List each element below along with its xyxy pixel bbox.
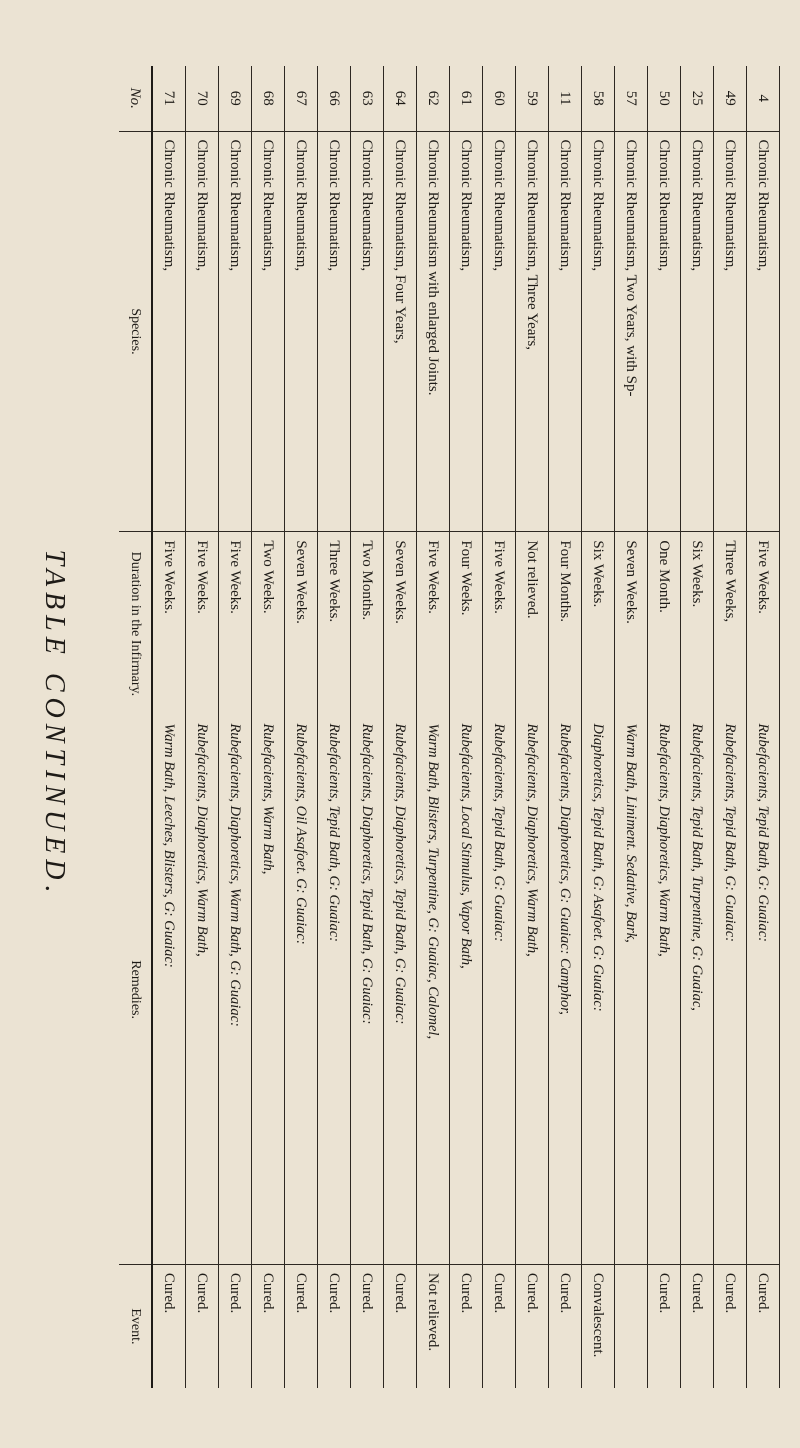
treatment-cell: Rubefacients, Tepid Bath, G: Guaiac: [483, 715, 516, 1264]
disease-cell: Chronic Rheumatism, [681, 131, 714, 532]
table-row [648, 66, 681, 1388]
case-number: 69 [219, 66, 252, 131]
table-row [351, 66, 384, 1388]
case-number: 62 [417, 66, 450, 131]
result-cell: Cured. [681, 1264, 714, 1388]
treatment-cell: Warm Bath, Blisters, Turpentine, G: Guaiac, Calomel, [417, 715, 450, 1264]
table-row [318, 66, 351, 1388]
result-cell: Cured. [516, 1264, 549, 1388]
header-duration: Duration in the Infirmary. [119, 532, 152, 716]
disease-cell: Chronic Rheumatism with enlarged Joints. [417, 131, 450, 532]
result-cell: Cured. [450, 1264, 483, 1388]
case-number: 49 [714, 66, 747, 131]
disease-cell: Chronic Rheumatism, [450, 131, 483, 532]
result-cell: Cured. [549, 1264, 582, 1388]
table-row [186, 66, 219, 1388]
duration-cell: Three Weeks. [318, 532, 351, 716]
treatment-cell: Rubefacients, Diaphoretics, Tepid Bath, G: Guaiac: [351, 715, 384, 1264]
disease-cell: Chronic Rheumatism, [152, 131, 186, 532]
treatment-cell: Rubefacients, Diaphoretics, G: Guaiac: Camphor, [549, 715, 582, 1264]
treatment-cell: Rubefacients, Oil Asafoet. G: Guaiac: [285, 715, 318, 1264]
header-disease: Species. [119, 131, 152, 532]
case-number: 63 [351, 66, 384, 131]
duration-cell: Five Weeks. [417, 532, 450, 716]
table-row [219, 66, 252, 1388]
duration-cell: Six Weeks. [681, 532, 714, 716]
result-cell: Cured. [318, 1264, 351, 1388]
table-row [252, 66, 285, 1388]
disease-cell: Chronic Rheumatism, [483, 131, 516, 532]
duration-cell: Five Weeks. [483, 532, 516, 716]
table-row [681, 66, 714, 1388]
duration-cell: Seven Weeks. [615, 532, 648, 716]
case-number: 11 [549, 66, 582, 131]
result-cell: Cured. [152, 1264, 186, 1388]
header-row [119, 66, 152, 1388]
disease-cell: Chronic Rheumatism, Four Years, [384, 131, 417, 532]
case-number: 70 [186, 66, 219, 131]
disease-cell: Chronic Rheumatism, Three Years, [516, 131, 549, 532]
table-row [450, 66, 483, 1388]
duration-cell: Four Months. [549, 532, 582, 716]
duration-cell: Five Weeks. [219, 532, 252, 716]
result-cell: Cured. [714, 1264, 747, 1388]
duration-cell: Two Months. [351, 532, 384, 716]
treatment-cell: Rubefacients, Warm Bath, [252, 715, 285, 1264]
disease-cell: Chronic Rheumatism, [252, 131, 285, 532]
duration-cell: Seven Weeks. [285, 532, 318, 716]
page-title: TABLE CONTINUED. [39, 549, 70, 899]
table-row [582, 66, 615, 1388]
table-row [615, 66, 648, 1388]
result-cell: Cured. [285, 1264, 318, 1388]
duration-cell: Five Weeks. [186, 532, 219, 716]
case-number: 61 [450, 66, 483, 131]
duration-cell: Five Weeks. [747, 532, 780, 716]
treatment-cell: Rubefacients, Tepid Bath, G: Guaiac: [318, 715, 351, 1264]
disease-cell: Chronic Rheumatism, [714, 131, 747, 532]
result-cell: Cured. [747, 1264, 780, 1388]
result-cell: Not relieved. [417, 1264, 450, 1388]
table-row [384, 66, 417, 1388]
table-row [285, 66, 318, 1388]
table-row [516, 66, 549, 1388]
header-treatment: Remedies. [119, 715, 152, 1264]
disease-cell: Chronic Rheumatism, [186, 131, 219, 532]
case-number: 60 [483, 66, 516, 131]
case-number: 67 [285, 66, 318, 131]
result-cell: Cured. [483, 1264, 516, 1388]
treatment-cell: Rubefacients, Diaphoretics, Warm Bath, [516, 715, 549, 1264]
duration-cell: One Month. [648, 532, 681, 716]
treatment-cell: Rubefacients, Diaphoretics, Tepid Bath, G: Guaiac: [384, 715, 417, 1264]
case-number: 71 [152, 66, 186, 131]
treatment-cell: Rubefacients, Diaphoretics, Warm Bath, [186, 715, 219, 1264]
case-number: 25 [681, 66, 714, 131]
case-number: 68 [252, 66, 285, 131]
duration-cell: Five Weeks. [152, 532, 186, 716]
case-number: 59 [516, 66, 549, 131]
treatment-cell: Rubefacients, Local Stimulus, Vapor Bath, [450, 715, 483, 1264]
disease-cell: Chronic Rheumatism, [747, 131, 780, 532]
result-cell: Cured. [252, 1264, 285, 1388]
case-table [119, 66, 780, 1388]
duration-cell: Six Weeks. [582, 532, 615, 716]
treatment-cell: Rubefacients, Tepid Bath, G: Guaiac: [747, 715, 780, 1264]
result-cell: Cured. [351, 1264, 384, 1388]
treatment-cell: Rubefacients, Diaphoretics, Warm Bath, G: Guaiac: [219, 715, 252, 1264]
disease-cell: Chronic Rheumatism, [285, 131, 318, 532]
result-cell: Convalescent. [582, 1264, 615, 1388]
duration-cell: Three Weeks, [714, 532, 747, 716]
disease-cell: Chronic Rheumatism, [351, 131, 384, 532]
treatment-cell: Warm Bath, Liniment. Sedative, Bark, [615, 715, 648, 1264]
table-row [152, 66, 186, 1388]
treatment-cell: Rubefacients, Tepid Bath, Turpentine, G: Guaiac, [681, 715, 714, 1264]
treatment-cell: Warm Bath, Leeches, Blisters, G: Guaiac: [152, 715, 186, 1264]
case-number: 58 [582, 66, 615, 131]
result-cell: Cured. [219, 1264, 252, 1388]
case-number: 64 [384, 66, 417, 131]
result-cell: Cured. [648, 1264, 681, 1388]
case-number: 57 [615, 66, 648, 131]
result-cell: Cured. [186, 1264, 219, 1388]
duration-cell: Four Weeks. [450, 532, 483, 716]
disease-cell: Chronic Rheumatism, [549, 131, 582, 532]
disease-cell: Chronic Rheumatism, [582, 131, 615, 532]
treatment-cell: Diaphoretics, Tepid Bath, G: Asafoet. G: Guaiac: [582, 715, 615, 1264]
table-row [747, 66, 780, 1388]
disease-cell: Chronic Rheumatism, [648, 131, 681, 532]
table-row [483, 66, 516, 1388]
case-number: 4 [747, 66, 780, 131]
result-cell [615, 1264, 648, 1388]
case-table-body [119, 66, 780, 1388]
disease-cell: Chronic Rheumatism, [219, 131, 252, 532]
disease-cell: Chronic Rheumatism, [318, 131, 351, 532]
case-number: 50 [648, 66, 681, 131]
duration-cell: Not relieved. [516, 532, 549, 716]
table-row [549, 66, 582, 1388]
result-cell: Cured. [384, 1264, 417, 1388]
table-row [714, 66, 747, 1388]
table-row [417, 66, 450, 1388]
header-no: No. [119, 66, 152, 131]
duration-cell: Seven Weeks. [384, 532, 417, 716]
duration-cell: Two Weeks. [252, 532, 285, 716]
disease-cell: Chronic Rheumatism, Two Years, with Sp- [615, 131, 648, 532]
header-result: Event. [119, 1264, 152, 1388]
treatment-cell: Rubefacients, Tepid Bath, G: Guaiac: [714, 715, 747, 1264]
treatment-cell: Rubefacients, Diaphoretics, Warm Bath, [648, 715, 681, 1264]
case-number: 66 [318, 66, 351, 131]
